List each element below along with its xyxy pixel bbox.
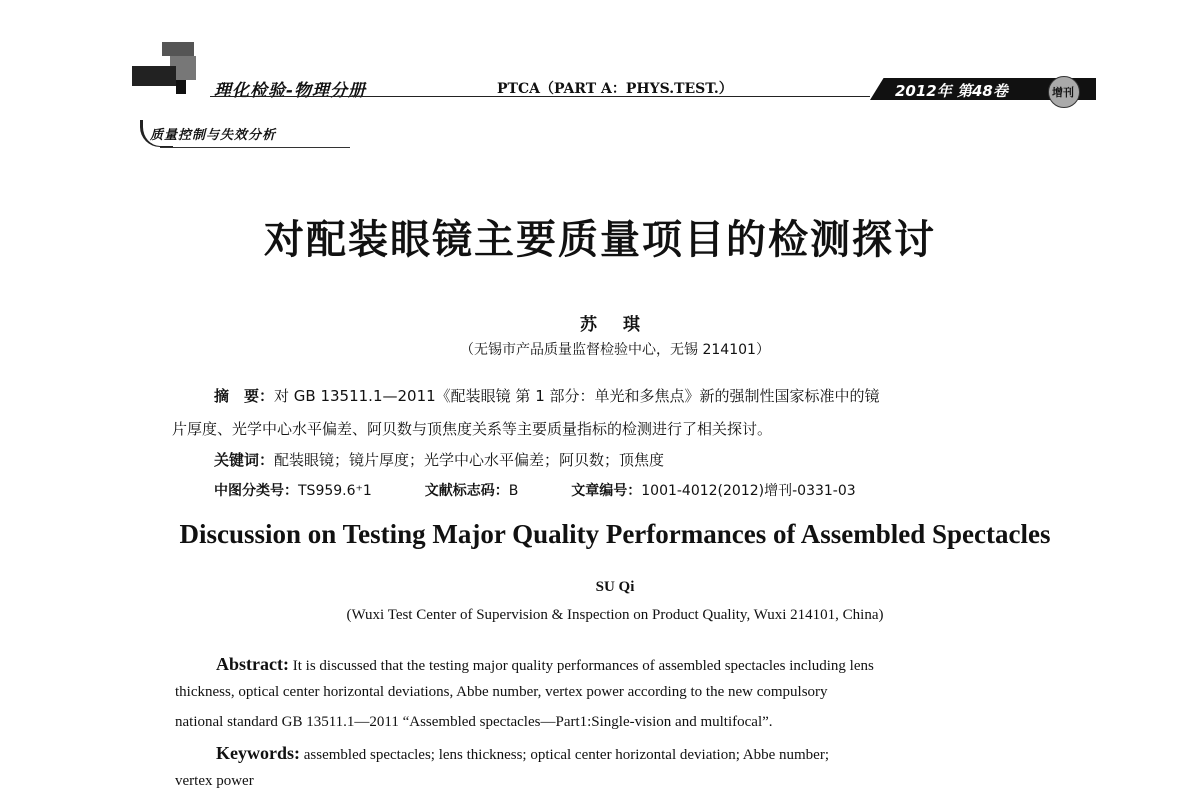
abstract-en-line-1 bbox=[216, 654, 874, 675]
classification-line bbox=[214, 480, 856, 500]
abstract-en-label: Abstract: bbox=[216, 654, 289, 674]
abstract-cn-label: 摘 要： bbox=[214, 387, 275, 405]
abstract-en-text-2: thickness, optical center horizontal deviations, Abbe number, vertex power according to the new compulsory bbox=[175, 684, 828, 700]
keywords-cn bbox=[214, 449, 664, 470]
article-id-label: 文章编号： bbox=[571, 483, 642, 499]
doc-code-label: 文献标志码： bbox=[424, 483, 509, 499]
year-volume: 2012年 第48卷 bbox=[895, 82, 1008, 100]
doc-code-value: B bbox=[508, 483, 519, 499]
abstract-cn-line-1 bbox=[214, 385, 880, 406]
journal-name-en: PTCA（PART A：PHYS.TEST.） bbox=[497, 81, 733, 97]
journal-name-cn: 理化检验-物理分册 bbox=[214, 81, 367, 101]
affiliation-cn: （无锡市产品质量监督检验中心，无锡 214101） bbox=[460, 342, 770, 358]
abstract-en-text-1: It is discussed that the testing major quality performances of assembled spectacles including lens bbox=[292, 658, 874, 674]
keywords-en-label: Keywords: bbox=[216, 743, 300, 763]
paper-title-cn: 对配装眼镜主要质量项目的检测探讨 bbox=[264, 217, 936, 263]
keywords-en-text-2: vertex power bbox=[175, 773, 254, 789]
section-label: 质量控制与失效分析 bbox=[150, 128, 277, 143]
author-cn: 苏 琪 bbox=[580, 315, 650, 335]
issue-mark: 增刊 bbox=[1052, 86, 1074, 99]
affiliation-en: (Wuxi Test Center of Supervision & Inspection on Product Quality, Wuxi 214101, China) bbox=[346, 607, 884, 623]
clc-value: TS959.6⁺1 bbox=[298, 483, 372, 499]
article-id-value: 1001-4012(2012)增刊-0331-03 bbox=[641, 483, 856, 499]
keywords-en-line-1 bbox=[216, 743, 829, 764]
abstract-cn-text-2: 片厚度、光学中心水平偏差、阿贝数与顶焦度关系等主要质量指标的检测进行了相关探讨。 bbox=[172, 420, 773, 438]
keywords-cn-label: 关键词： bbox=[214, 451, 275, 469]
author-en: SU Qi bbox=[595, 579, 635, 595]
keywords-cn-text: 配装眼镜；镜片厚度；光学中心水平偏差；阿贝数；顶焦度 bbox=[274, 451, 665, 469]
paper-title-en: Discussion on Testing Major Quality Performances of Assembled Spectacles bbox=[179, 519, 1051, 549]
section-rule bbox=[160, 147, 350, 148]
keywords-en-text-1: assembled spectacles; lens thickness; optical center horizontal deviation; Abbe number; bbox=[303, 747, 830, 763]
journal-logo bbox=[132, 42, 212, 94]
abstract-en-text-3: national standard GB 13511.1—2011 “Assembled spectacles—Part1:Single-vision and multifocal”. bbox=[175, 714, 773, 730]
abstract-cn-text-1: 对 GB 13511.1—2011《配装眼镜 第 1 部分：单光和多焦点》新的强制性国家标准中的镜 bbox=[274, 387, 880, 405]
clc-label: 中图分类号： bbox=[214, 483, 298, 499]
